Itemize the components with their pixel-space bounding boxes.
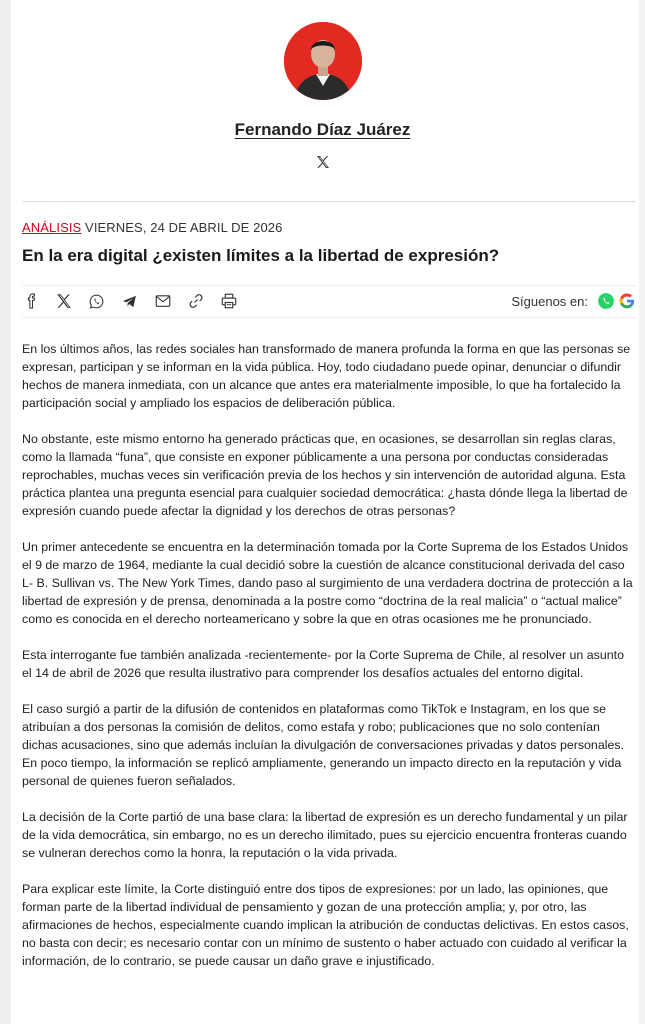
facebook-icon[interactable]: [22, 289, 55, 313]
email-icon[interactable]: [154, 289, 187, 313]
category-link[interactable]: ANÁLISIS: [22, 220, 82, 235]
paragraph: Esta interrogante fue también analizada -recientemente- por la Corte Suprema de Chile, al resolver un asunto el 14 de abril de 2026 que resulta ilustrativo para comprender los desafíos actuales del entorno digital.: [22, 648, 624, 680]
article-title: En la era digital ¿existen límites a la libertad de expresión?: [22, 246, 500, 265]
share-bottom-divider: [22, 317, 636, 318]
paragraph: Un primer antecedente se encuentra en la determinación tomada por la Corte Suprema de los Estados Unidos el 9 de marzo de 1964, mediante la cual decidió sobre la cuestión de alcance constitucional derivada del caso L- B. Sullivan vs. The New York Times, dando paso al surgimiento de una verdadera doctrina de protección a la libertad de expresión y de prensa, denominada a la postre como “doctrina de la real malicia” o “actual malice” como es conocida en el derecho norteamericano y sobre la que en otras ocasiones me he pronunciado.: [22, 540, 633, 626]
paragraph: En los últimos años, las redes sociales han transformado de manera profunda la forma en que las personas se expresan, participan y se informan en la vida pública. Hoy, todo ciudadano puede opinar, denunciar o difundir hechos de manera inmediata, con un alcance que antes era materialmente imposible, lo que ha fortalecido la participación social y ampliado los espacios de deliberación pública.: [22, 342, 631, 410]
follow-label: Síguenos en:: [511, 293, 588, 309]
share-bar: [22, 288, 636, 314]
telegram-icon[interactable]: [121, 289, 154, 313]
x-icon[interactable]: [315, 154, 331, 170]
paragraph: Para explicar este límite, la Corte distinguió entre dos tipos de expresiones: por un lado, las opiniones, que forman parte de la libertad individual de pensamiento y gozan de una protección amplia; y, por otro, las afirmaciones de hechos, especialmente cuando implican la atribución de conductas delictivas. En estos casos, no basta con decir; es necesario contar con un mínimo de sustento o haber actuado con cuidado al verificar la información, de lo contrario, se puede causar un daño grave e injustificado.: [22, 882, 629, 968]
x-icon[interactable]: [55, 289, 88, 313]
google-icon[interactable]: [618, 292, 636, 310]
publish-date: VIERNES, 24 DE ABRIL DE 2026: [85, 220, 283, 235]
author-block: [0, 22, 645, 170]
print-icon[interactable]: [220, 289, 253, 313]
avatar[interactable]: [284, 22, 362, 100]
author-name[interactable]: Fernando Díaz Juárez: [234, 120, 411, 139]
header-divider: [22, 201, 636, 202]
whatsapp-icon[interactable]: [597, 292, 615, 310]
whatsapp-icon[interactable]: [88, 289, 121, 313]
follow-us: [511, 292, 636, 310]
article-body: [22, 340, 636, 988]
link-icon[interactable]: [187, 289, 220, 313]
article-meta: [22, 220, 282, 235]
paragraph: La decisión de la Corte partió de una base clara: la libertad de expresión es un derecho fundamental y un pilar de la vida democrática, sin embargo, no es un derecho ilimitado, pues su ejercicio encuentra fronteras cuando se vulneran derechos como la honra, la reputación o la vida privada.: [22, 810, 628, 860]
paragraph: No obstante, este mismo entorno ha generado prácticas que, en ocasiones, se desarrollan sin reglas claras, como la llamada “funa”, que consiste en exponer públicamente a una persona por conductas consideradas reprochables, muchas veces sin verificación previa de los hechos y sin intervención de autoridad alguna. Esta práctica plantea una pregunta esencial para cualquier sociedad democrática: ¿hasta dónde llega la libertad de expresión cuando puede afectar la dignidad y los derechos de otras personas?: [22, 432, 628, 518]
share-top-divider: [22, 285, 636, 286]
paragraph: El caso surgió a partir de la difusión de contenidos en plataformas como TikTok e Instagram, en los que se atribuían a dos personas la comisión de delitos, como estafa y robo; publicaciones que no solo contenían dichas acusaciones, sino que además incluían la divulgación de conversaciones privadas y datos personales. En poco tiempo, la información se replicó ampliamente, generando un impacto directo en la reputación y vida personal de quienes fueron señalados.: [22, 702, 624, 788]
